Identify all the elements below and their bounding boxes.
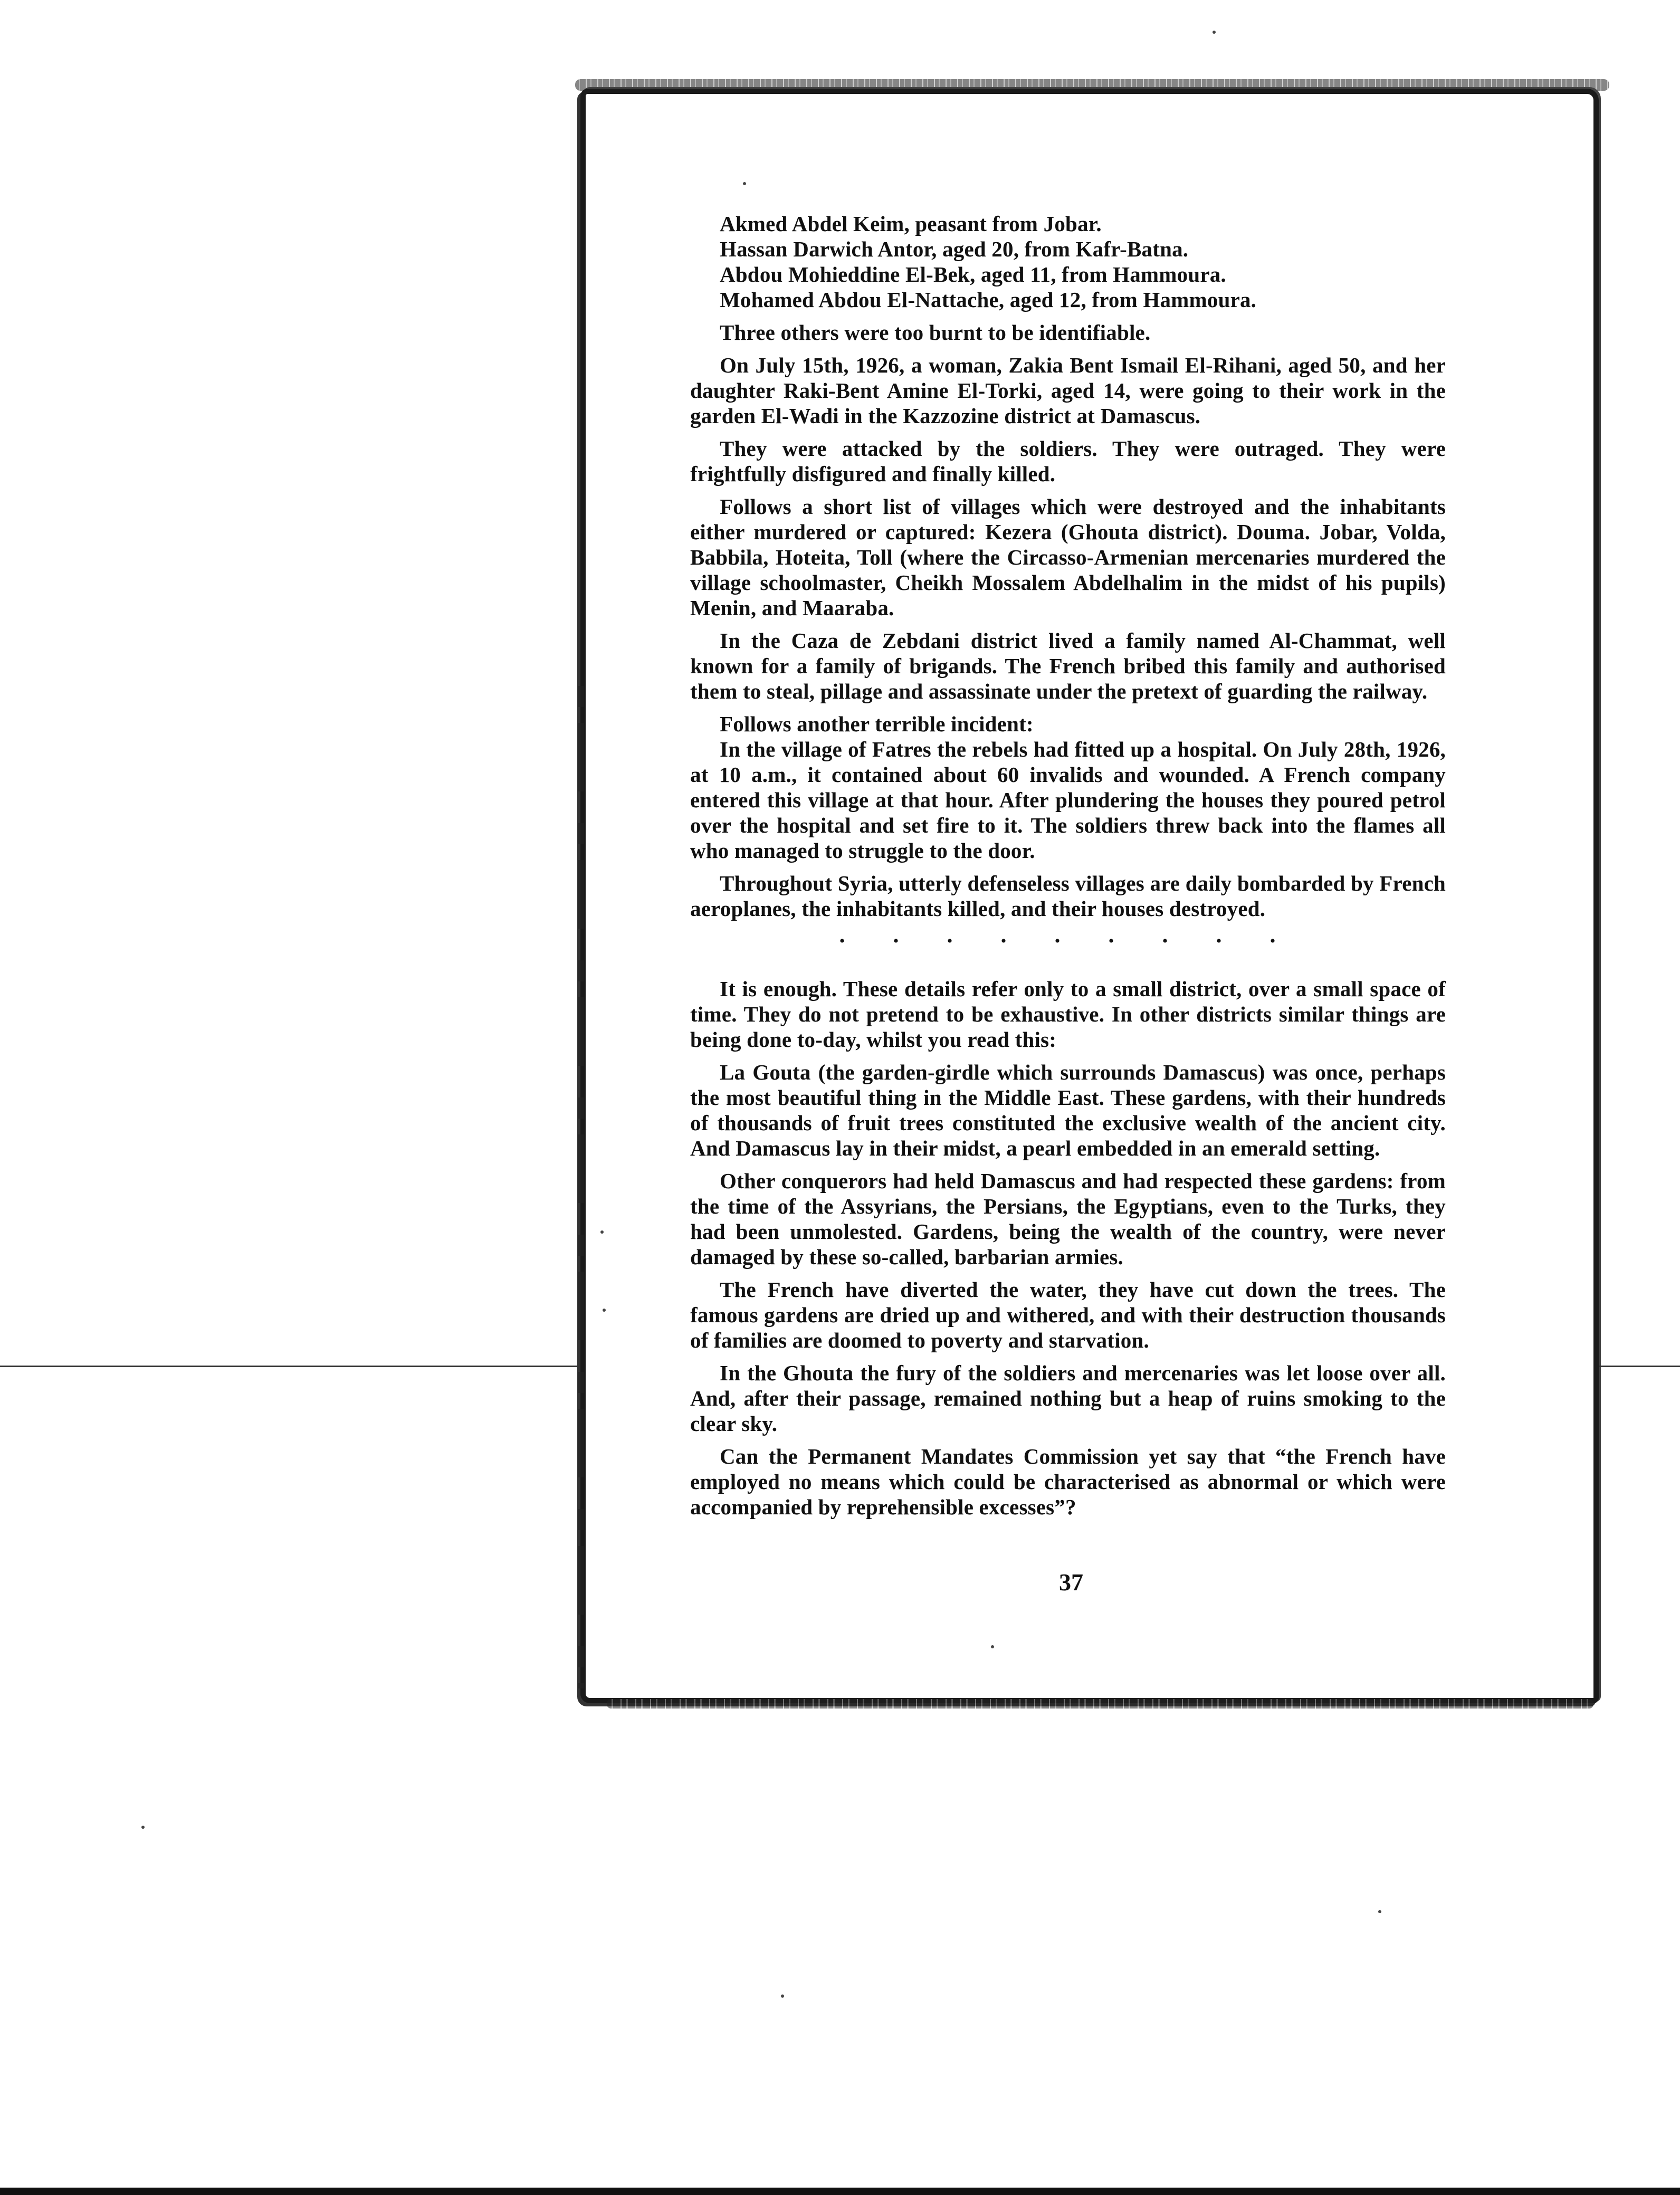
paragraph: Throughout Syria, utterly defenseless villages are daily bombarded by French aeroplanes, the inhabitants killed, and their houses destroyed. (690, 871, 1446, 921)
paragraph: The French have diverted the water, they have cut down the trees. The famous gardens are dried up and withered, and with their destruction thousands of families are doomed to poverty and starvation. (690, 1277, 1446, 1352)
paragraph: Can the Permanent Mandates Commission yet say that “the French have employed no means which could be characterised as abnormal or which were accompanied by reprehensible excesses”? (690, 1444, 1446, 1519)
paragraph: In the village of Fatres the rebels had fitted up a hospital. On July 28th, 1926, at 10 a.m., it contained about 60 invalids and wounded. A French company entered this village at that hour. After plundering the houses they poured petrol over the hospital and set fire to it. The soldiers threw back into the flames all who managed to struggle to the door. (690, 737, 1446, 863)
victim-entry: Hassan Darwich Antor, aged 20, from Kafr-Batna. (720, 237, 1189, 261)
page-edge-bottom (607, 1699, 1593, 1709)
scan-speck (781, 1994, 784, 1998)
victim-list (690, 211, 1446, 312)
section-separator: . . . . . . . . . (839, 922, 1297, 948)
paragraph: Other conquerors had held Damascus and had respected these gardens: from the time of the Assyrians, the Persians, the Egyptians, even to the Turks, they had been unmolested. Gardens, being the wealth of the country, were never damaged by these so-called, barbarian armies. (690, 1169, 1446, 1269)
scan-speck (1213, 31, 1216, 34)
page-text (690, 211, 1446, 1520)
paragraph: Follows another terrible incident: (720, 712, 1034, 736)
paragraph: It is enough. These details refer only to a small district, over a small space of time. They do not pretend to be exhaustive. In other districts similar things are being done to-day, whilst you read this: (690, 977, 1446, 1052)
victim-entry: Akmed Abdel Keim, peasant from Jobar. (720, 212, 1102, 236)
paragraph: Follows a short list of villages which were destroyed and the inhabitants either murdered or captured: Kezera (Ghouta district). Douma. Jobar, Volda, Babbila, Hoteita, Toll (where the Circasso-Armenian mercenaries murdered the village schoolmaster, Cheikh Mossalem Abdelhalim in the midst of his pupils) Menin, and Maaraba. (690, 494, 1446, 620)
scan-speck (600, 1230, 604, 1234)
page-edge-left (578, 686, 584, 1688)
paragraph: In the Ghouta the fury of the soldiers and mercenaries was let loose over all. And, after their passage, remained nothing but a heap of ruins smoking to the clear sky. (690, 1361, 1446, 1436)
paragraph: Three others were too burnt to be identifiable. (720, 320, 1151, 345)
paragraph: In the Caza de Zebdani district lived a family named Al-Chammat, well known for a family of brigands. The French bribed this family and authorised them to steal, pillage and assassinate under the pretext of guarding the railway. (690, 628, 1446, 703)
scan-line-right (1599, 1366, 1680, 1367)
scan-bottom-band (0, 2188, 1680, 2195)
page-number: 37 (1059, 1569, 1083, 1596)
scan-speck (743, 182, 746, 185)
scan-speck (1378, 1910, 1381, 1913)
scan-line-left (0, 1366, 580, 1367)
victim-entry: Abdou Mohieddine El-Bek, aged 11, from Hammoura. (720, 262, 1226, 287)
paragraph: On July 15th, 1926, a woman, Zakia Bent Ismail El-Rihani, aged 50, and her daughter Raki-Bent Amine El-Torki, aged 14, were going to their work in the garden El-Wadi in the Kazzozine district at Damascus. (690, 353, 1446, 428)
scan-speck (141, 1826, 145, 1829)
paragraph: They were attacked by the soldiers. They were outraged. They were frightfully disfigured and finally killed. (690, 436, 1446, 486)
scan-speck (991, 1645, 994, 1648)
victim-entry: Mohamed Abdou El-Nattache, aged 12, from Hammoura. (720, 288, 1257, 312)
scan-speck (603, 1309, 606, 1312)
paragraph: La Gouta (the garden-girdle which surrounds Damascus) was once, perhaps the most beautiful thing in the Middle East. These gardens, with their hundreds of thousands of fruit trees constituted the exclusive wealth of the ancient city. And Damascus lay in their midst, a pearl embedded in an emerald setting. (690, 1060, 1446, 1160)
